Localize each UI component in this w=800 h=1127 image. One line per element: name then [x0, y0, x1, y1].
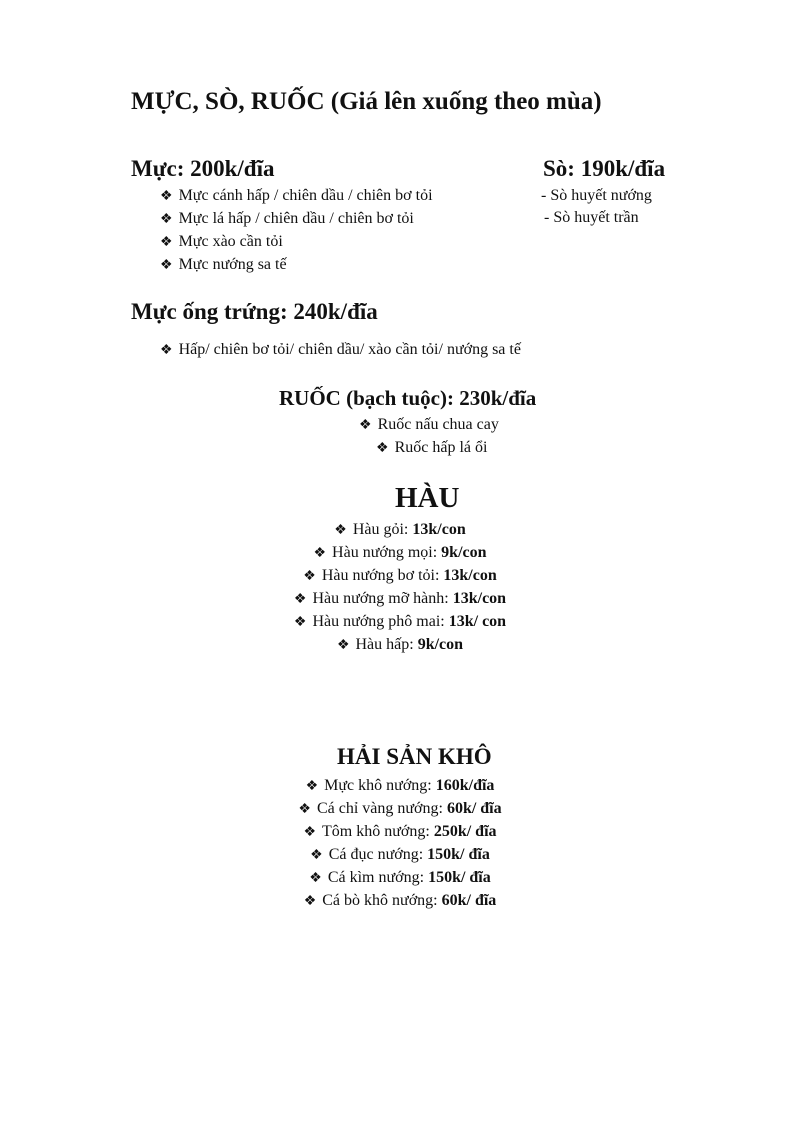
bullet-icon: ❖	[309, 871, 322, 886]
page-title: MỰC, SÒ, RUỐC (Giá lên xuống theo mùa)	[131, 88, 602, 115]
list-item: ❖ Hàu nướng phô mai: 13k/ con	[293, 613, 507, 630]
bullet-icon: ❖	[160, 258, 173, 273]
bullet-icon: ❖	[313, 546, 327, 561]
bullet-icon: ❖	[298, 802, 311, 817]
list-item: ❖ Mực lá hấp / chiên dầu / chiên bơ tỏi	[160, 210, 414, 227]
list-item: ❖ Hàu nướng bơ tỏi: 13k/con	[303, 567, 497, 584]
list-item: ❖ Tôm khô nướng: 250k/ đĩa	[303, 823, 497, 840]
bullet-icon: ❖	[336, 638, 350, 653]
hau-heading: HÀU	[395, 482, 460, 514]
list-item: ❖ Mực khô nướng: 160k/đĩa	[305, 777, 495, 794]
bullet-icon: ❖	[303, 894, 317, 909]
muc-ong-list	[160, 339, 521, 362]
list-item: ❖ Cá chỉ vàng nướng: 60k/ đĩa	[298, 800, 502, 817]
bullet-icon: ❖	[160, 343, 173, 358]
list-item: ❖ Cá kìm nướng: 150k/ đĩa	[309, 869, 491, 886]
ruoc-list	[359, 414, 499, 460]
list-item: ❖ Hàu nướng mỡ hành: 13k/con	[293, 590, 507, 607]
list-item: ❖ Cá đục nướng: 150k/ đĩa	[310, 846, 490, 863]
bullet-icon: ❖	[293, 615, 307, 630]
list-item: ❖ Ruốc nấu chua cay	[359, 416, 499, 433]
muc-list	[160, 185, 433, 277]
bullet-icon: ❖	[293, 592, 307, 607]
list-item: ❖ Hàu gỏi: 13k/con	[334, 521, 466, 538]
muc-ong-heading: Mực ống trứng: 240k/đĩa	[131, 299, 378, 324]
bullet-icon: ❖	[359, 418, 372, 433]
bullet-icon: ❖	[160, 212, 173, 227]
bullet-icon: ❖	[303, 825, 317, 840]
list-item: ❖ Ruốc hấp lá ổi	[376, 439, 488, 456]
list-item: ❖ Mực xào cần tỏi	[160, 233, 283, 250]
list-item: - Sò huyết nướng	[541, 187, 652, 204]
bullet-icon: ❖	[160, 189, 173, 204]
bullet-icon: ❖	[160, 235, 173, 250]
list-item: ❖ Hàu hấp: 9k/con	[336, 636, 464, 653]
hau-list	[0, 519, 800, 657]
bullet-icon: ❖	[303, 569, 316, 584]
bullet-icon: ❖	[305, 779, 319, 794]
bullet-icon: ❖	[334, 523, 347, 538]
so-heading: Sò: 190k/đĩa	[543, 156, 666, 181]
haisan-kho-heading: HẢI SẢN KHÔ	[337, 744, 492, 769]
haisan-kho-list	[0, 775, 800, 913]
list-item: ❖ Mực cánh hấp / chiên dầu / chiên bơ tỏi	[160, 187, 433, 204]
list-item: ❖ Cá bò khô nướng: 60k/ đĩa	[303, 892, 497, 909]
so-list	[541, 185, 652, 229]
list-item: ❖ Hấp/ chiên bơ tỏi/ chiên dầu/ xào cần tỏi/ nướng sa tế	[160, 341, 521, 358]
bullet-icon: ❖	[376, 441, 389, 456]
muc-heading: Mực: 200k/đĩa	[131, 156, 275, 181]
list-item: ❖ Mực nướng sa tế	[160, 256, 287, 273]
ruoc-heading: RUỐC (bạch tuộc): 230k/đĩa	[279, 386, 537, 410]
list-item: - Sò huyết trần	[544, 209, 639, 226]
list-item: ❖ Hàu nướng mọi: 9k/con	[313, 544, 487, 561]
bullet-icon: ❖	[310, 848, 323, 863]
